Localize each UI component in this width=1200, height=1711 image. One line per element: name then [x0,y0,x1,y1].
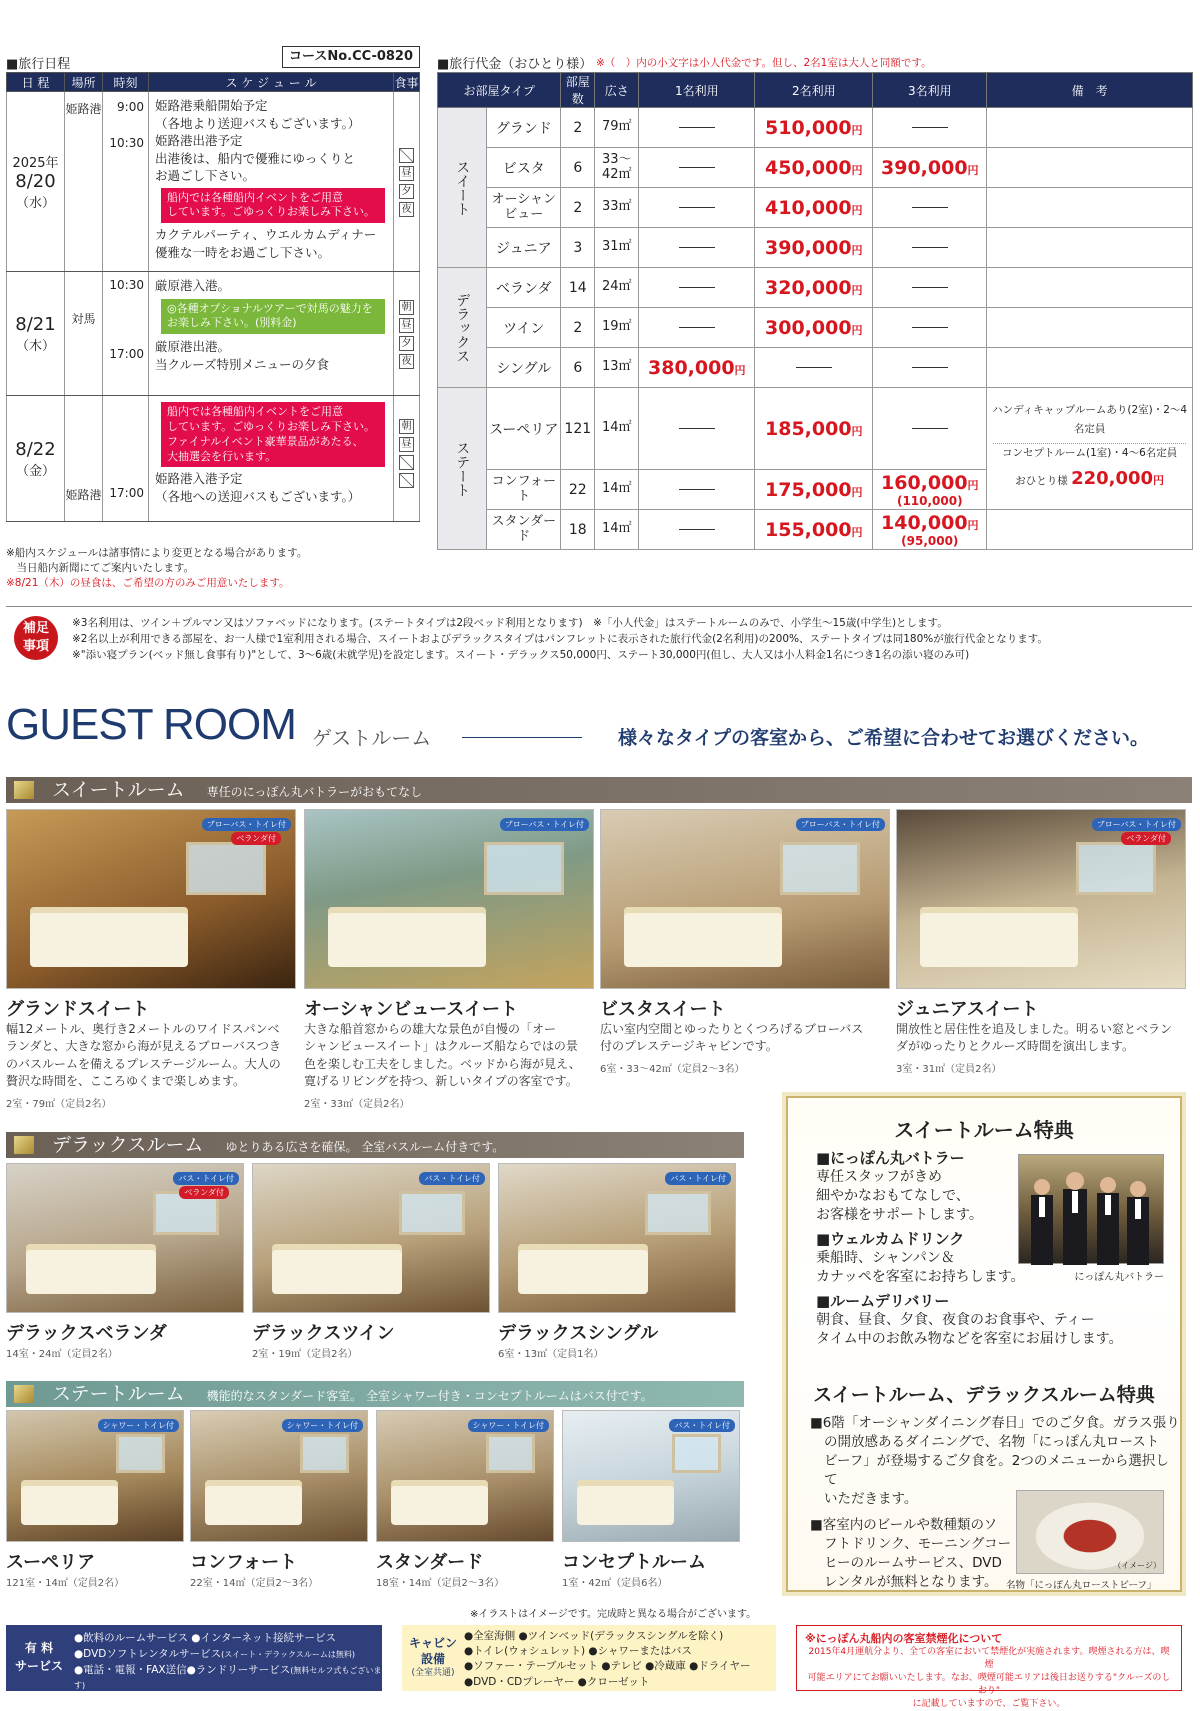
course-number: コースNo.CC-0820 [282,46,420,68]
day1-place: 姫路港 [65,102,102,116]
no-price-dash [679,247,715,248]
price-row [438,308,1193,348]
benefit-butler-text3: お客様をサポートします。 [816,1207,983,1224]
day2-s1: 厳原港入港。 [155,278,231,293]
feature-tag: バス・トイレ付 [665,1172,731,1185]
illustration-note: ※イラストはイメージです。完成時と異なる場合がございます。 [470,1609,757,1620]
room-type: ビスタ [487,148,561,188]
deluxe-info-1: 14室・24㎡（定員2名） [6,1349,118,1360]
day2-meal-dinner: 夕 [399,336,414,351]
suite-photo-1 [6,809,296,989]
butler-caption: にっぽん丸バトラー [1074,1272,1164,1283]
day1-date: 8/20 [15,171,56,192]
day3-dow: （金） [15,463,55,479]
suite-name-2: オーシャンビュースイート [304,999,519,1020]
day2-s2a: 厳原港出港。 [155,339,231,355]
cabin-line1: ●全室海側 ●ツインベッド(デラックスシングルを除く) [464,1630,724,1642]
no-price-dash [679,489,715,490]
itin-day2 [7,272,420,396]
price-h-remark: 備 考 [987,73,1193,108]
benefits-title-deluxe: スイートルーム、デラックスルーム特典 [813,1384,1155,1406]
no-smoking-line1: 2015年4月運航分より、全ての客室において禁煙化が実施されます。喫煙される方は、喫煙 [808,1647,1170,1671]
no-price-dash [679,529,715,530]
day1-s3a: カクテルパーティ、ウエルカムディナー [155,227,377,243]
day3-s1b: （各地への送迎バスもございます。） [155,488,361,504]
suite-name-3: ビスタスイート [600,999,726,1020]
deluxe-name-2: デラックスツイン [252,1323,395,1344]
price-remark-empty [987,268,1193,308]
day3-place: 姫路港 [65,488,102,502]
benefit-welcome-text1: 乗船時、シャンパン＆ [816,1250,955,1267]
no-price-dash [912,327,948,328]
cabin-line3: ●ソファー・テーブルセット ●テレビ ●冷蔵庫 ●ドライヤー [464,1660,751,1673]
itin-header-place: 場所 [65,73,103,92]
no-price-dash [912,367,948,368]
price-remark-empty [987,108,1193,148]
guest-room-line [462,737,582,738]
benefits-title-suite: スイートルーム特典 [894,1118,1074,1142]
day1-s2a: 姫路港出港予定 [155,133,243,148]
room-size: 14㎡ [595,388,639,470]
no-price-dash [912,127,948,128]
no-price-dash [679,167,715,168]
suite-desc-1: 幅12メートル、奥行き2メートルのワイドスパンベ ランダと、大きな窓から海が見えるブローバスつき のバスルームを備えるプレステージルーム。大人の 贅沢な時間を、こころゆくまで楽しめます。 [6,1022,281,1089]
room-type: ベランダ [487,268,561,308]
day3-meal-lunch: 昼 [399,437,414,452]
benefit-dinner-text4: いただきます。 [824,1490,918,1507]
state-section-bar: ステートルーム 機能的なスタンダード客室。 全室シャワー付き・コンセプトルームはバス付です。 [6,1381,744,1407]
suite-name-1: グランドスイート [6,999,150,1020]
feature-tag: シャワー・トイレ付 [98,1419,179,1432]
feature-tag: バス・トイレ付 [173,1172,239,1185]
cabin-title1: キャビン [408,1636,457,1650]
suite-info-4: 3室・31㎡（定員2名） [896,1064,1002,1075]
price-row [438,108,1193,148]
price-double: 320,000円 [765,276,863,299]
benefit-dinner-text2: の開放感あるダイニングで、名物「にっぽん丸ロースト [824,1433,1160,1450]
no-smoking-box [796,1625,1182,1710]
itinerary-table [6,72,420,522]
price-triple: 140,000円 [881,511,979,534]
day1-s1a: 姫路港乗船開始予定 [155,98,268,113]
feature-tag2: ベランダ付 [179,1186,229,1199]
paid-line3: ●電話・電報・FAX送信●ランドリーサービス(無料セルフ式もございます) [74,1663,382,1691]
paid-title2: サービス [14,1659,63,1673]
room-size: 31㎡ [595,228,639,268]
price-h-p2: 2名利用 [755,73,873,108]
price-remark-empty [987,148,1193,188]
state-info-3: 18室・14㎡（定員2～3名） [376,1578,505,1589]
guest-room-tagline: 様々なタイプの客室から、ご希望に合わせてお選びください。 [618,727,1150,749]
state-name-2: コンフォート [190,1552,298,1573]
feature-tag: ブローバス・トイレ付 [796,818,885,831]
benefit-room-service-text4: レンタルが無料となります。 [824,1574,998,1591]
benefit-butler-text1: 専任スタッフがきめ [816,1169,942,1186]
price-row [438,228,1193,268]
supplement-divider [6,606,1192,607]
supplement-badge: 補足 事項 [14,616,58,660]
itin-header-time: 時刻 [103,73,149,92]
no-price-dash [679,428,715,429]
state-info-2: 22室・14㎡（定員2～3名） [190,1578,319,1589]
room-size: 24㎡ [595,268,639,308]
suite-info-2: 2室・33㎡（定員2名） [304,1099,410,1110]
day2-s2b: 当クルーズ特別メニューの夕食 [155,356,330,372]
deluxe-info-3: 6室・13㎡（定員1名） [498,1349,604,1360]
day2-meal-lunch: 昼 [399,318,414,333]
day2-place: 対馬 [71,312,96,326]
suite-photo-3 [600,809,890,989]
price-double: 175,000円 [765,478,863,501]
benefit-delivery-heading: ■ルームデリバリー [816,1291,950,1310]
day3-meal-breakfast: 朝 [399,419,414,434]
benefit-room-service-text3: ヒーのルームサービス、DVD [824,1555,1002,1572]
room-type: シングル [487,348,561,388]
benefits-panel [786,1096,1182,1592]
room-count: 22 [561,470,595,510]
cabin-title3: (全室共通) [411,1668,455,1679]
price-row: コンフォート 22 14㎡ 175,000円 160,000円 (110,000) [438,470,1193,510]
state-photo-2 [190,1410,368,1542]
price-remark-empty [987,188,1193,228]
paid-title1: 有 料 [24,1641,54,1655]
guest-room-kana: ゲストルーム [312,726,432,750]
no-smoking-title: ※にっぽん丸船内の客室禁煙化について [805,1632,1003,1645]
room-type: スーペリア [487,388,561,470]
price-h-p3: 3名利用 [873,73,987,108]
no-price-dash [796,367,832,368]
no-smoking-line3: に記載していますので、ご覧下さい。 [912,1699,1066,1710]
feature-tag: ブローバス・トイレ付 [202,818,291,831]
benefit-room-service-text2: フトドリンク、モーニングコー [824,1536,1012,1553]
price-row [438,148,1193,188]
price-row [438,348,1193,388]
day2-option-box: ◎各種オプショナルツアーで対馬の魅力を お楽しみ下さい。(別料金) [161,299,385,335]
feature-tag2: ベランダ付 [231,832,281,845]
price-row [438,268,1193,308]
no-price-dash [912,428,948,429]
feature-tag: バス・トイレ付 [419,1172,485,1185]
price-table [437,72,1193,550]
price-remark-empty [987,510,1193,550]
price-h-type: お部屋タイプ [438,73,561,108]
day3-time1: 17:00 [109,486,144,500]
deluxe-name-1: デラックスベランダ [6,1323,167,1344]
feature-tag: ブローバス・トイレ付 [500,818,589,831]
butler-photo [1018,1154,1164,1264]
price-triple: 390,000円 [881,156,979,179]
no-price-dash [912,207,948,208]
day1-dow: （水） [15,196,55,211]
room-count: 18 [561,510,595,550]
room-count: 3 [561,228,595,268]
feature-tag2: ベランダ付 [1121,832,1171,845]
state-photo-4 [562,1410,740,1542]
room-count: 2 [561,188,595,228]
price-remark-empty [987,228,1193,268]
deluxe-photo-3 [498,1163,736,1313]
cabin-line2: ●トイレ(ウォシュレット) ●シャワーまたはバス [464,1645,692,1658]
room-size: 33㎡ [595,188,639,228]
benefit-dinner-text1: ■6階「オーシャンダイニング春日」でのご夕食。ガラス張り [810,1415,1180,1431]
itinerary-heading: ■旅行日程 [6,57,71,72]
day2-date: 8/21 [15,313,56,335]
room-count: 6 [561,148,595,188]
itin-header-schedule: ス ケ ジ ュ ー ル [149,73,394,92]
room-count: 6 [561,348,595,388]
price-row: スタンダード 18 14㎡ 155,000円 140,000円 (95,000) [438,510,1193,550]
room-type: ジュニア [487,228,561,268]
room-type: コンフォート [487,470,561,510]
room-size: 13㎡ [595,348,639,388]
suite-photo-2 [304,809,594,989]
room-size: 33～42㎡ [595,148,639,188]
state-photo-3 [376,1410,554,1542]
price-double: 410,000円 [765,196,863,219]
room-type: グランド [487,108,561,148]
deluxe-photo-2 [252,1163,490,1313]
room-count: 2 [561,108,595,148]
meal-none-icon [399,455,414,470]
price-double: 300,000円 [765,316,863,339]
deluxe-name-3: デラックスシングル [498,1323,659,1344]
suite-desc-3: 広い室内空間とゆったりとくつろげるブローバス 付のプレステージキャビンです。 [600,1022,864,1054]
room-type: オーシャンビュー [487,188,561,228]
room-count: 2 [561,308,595,348]
state-photo-1 [6,1410,184,1542]
meal-none-icon [399,473,414,488]
paid-line2: ●DVDソフトレンタルサービス(スイート・デラックスルームは無料) [74,1647,355,1660]
deluxe-section-bar: デラックスルーム ゆとりある広さを確保。 全室バスルーム付きです。 [6,1132,744,1158]
day3-date: 8/22 [15,438,56,460]
no-smoking-line2: 可能エリアにてお願いいたします。なお、喫煙可能エリアは後日お送りする"クルーズのしおり" [807,1673,1171,1697]
itin-header-date: 日 程 [7,73,65,92]
feature-tag: バス・トイレ付 [669,1419,735,1432]
suite-section-bar: スイートルーム 専任のにっぽん丸バトラーがおもてなし [6,777,1192,803]
day2-time2: 17:00 [109,347,144,361]
price-subnote: ※（ ）内の小文字は小人代金です。但し、2名1室は大人と同額です。 [596,57,932,69]
day2-meal-night: 夜 [399,354,414,369]
suite-desc-2: 大きな船首窓からの雄大な景色が自慢の「オー シャンビュースイート」はクルーズ船ならではの景 色を楽しむ工夫をしました。ベッドから海が見え、 寛げるリビングを持つ、新しいタイプの客室です。 [304,1022,581,1089]
butler-figures-icon [1019,1155,1165,1265]
day1-time2: 10:30 [109,136,144,150]
price-row [438,388,1193,470]
day1-meal-dinner: 夕 [399,184,414,199]
no-price-dash [679,287,715,288]
day2-dow: （木） [15,338,55,354]
day3-event-box: 船内では各種船内イベントをご用意 しています。ごゆっくりお楽しみ下さい。 ファイナルイベント豪華景品があたる、 大抽選会を行います。 [161,402,385,467]
itin-day3 [7,396,420,522]
beef-caption: 名物「にっぽん丸ローストビーフ」 [1006,1580,1157,1591]
state-name-3: スタンダード [376,1552,484,1573]
cat-suite: スイート [438,108,487,268]
room-size: 14㎡ [595,470,639,510]
guest-room-title: GUEST ROOM [6,700,296,749]
price-double: 155,000円 [765,518,863,541]
room-count: 14 [561,268,595,308]
paid-line1: ●飲料のルームサービス ●インターネット接続サービス [74,1632,337,1644]
price-remark-empty [987,348,1193,388]
supplement-notes: ※3名利用は、ツイン＋プルマン又はソファベッドになります。(ステートタイプは2段ベッド利用となります) ※「小人代金」はステートルームのみで、小学生～15歳(中学生)とします。 ※2名以上が利用できる部屋を、お一人様で1室利用される場合、スイートおよびデラックスタイプはパンフレットに表示された旅行代金(2名利用)の200%、ステートタイプは同180%が旅行代金となります。 ※"添い寝プラン(ベッド無し食事有り)"として、3～6歳(未就学児)を設定します。スイート・デラックス50,000円、ステート30,000円(但し、大人又は小人料金1名につき1名の添い寝のみ可) [72,617,1048,661]
itin-day1 [7,92,420,272]
price-h-size: 広さ [595,73,639,108]
benefit-butler-heading: ■にっぽん丸バトラー [816,1149,965,1167]
price-h-rooms: 部屋数 [561,73,595,108]
price-h-p1: 1名利用 [639,73,755,108]
feature-tag: シャワー・トイレ付 [282,1419,363,1432]
day1-time1: 9:00 [117,100,144,114]
benefit-room-service-text1: ■客室内のビールや数種類のソ [810,1517,998,1534]
deluxe-info-2: 2室・19㎡（定員2名） [252,1349,358,1360]
benefit-welcome-heading: ■ウェルカムドリンク [816,1229,965,1248]
room-size: 19㎡ [595,308,639,348]
suite-desc-4: 開放性と居住性を追及しました。明るい窓とベラン ダがゆったりとクルーズ時間を演出します。 [896,1022,1173,1054]
benefit-dinner-text3: ビーフ」が登場するご夕食を。2つのメニューから選択して [824,1452,1169,1488]
cabin-facilities-box [402,1625,776,1691]
room-count: 121 [561,388,595,470]
day1-meal-night: 夜 [399,202,414,217]
benefit-delivery-text2: タイム中のお飲み物などを客室にお届けします。 [816,1331,1123,1348]
benefit-delivery-text1: 朝食、昼食、夕食、夜食のお食事や、ティー [816,1312,1095,1329]
suite-info-1: 2室・79㎡（定員2名） [6,1099,112,1110]
day1-s2b: 出港後は、船内で優雅にゆっくりと [155,150,355,166]
room-size: 14㎡ [595,510,639,550]
cabin-line4: ●DVD・CDプレーヤー ●クローゼット [464,1675,650,1688]
itinerary-notes: ※船内スケジュールは諸事情により変更となる場合があります。 当日船内新聞にてご案内いたします。 ※8/21（木）の昼食は、ご希望の方のみご用意いたします。 [6,547,308,590]
price-triple: 160,000円 [881,471,979,494]
itin-header-meal: 食事 [394,73,420,92]
room-type: スタンダード [487,510,561,550]
day3-s1a: 姫路港入港予定 [155,471,243,487]
price-double: 450,000円 [765,156,863,179]
suite-photo-4 [896,809,1186,989]
price-double: 390,000円 [765,236,863,259]
no-price-dash [912,247,948,248]
room-type: ツイン [487,308,561,348]
day1-s3b: 優雅な一時をお過ごし下さい。 [155,244,331,260]
deluxe-photo-1 [6,1163,244,1313]
day1-meal-lunch: 昼 [399,166,414,181]
benefit-welcome-text2: カナッペを客室にお持ちします。 [816,1269,1025,1286]
price-remark: ハンディキャップルームあり(2室)・2～4名定員 コンセプトルーム(1室)・4～6名定員 おひとり様 220,000円 [987,388,1193,510]
room-size: 79㎡ [595,108,639,148]
paid-services-box [6,1625,382,1691]
state-info-4: 1室・42㎡（定員6名） [562,1578,668,1589]
day1-event-box: 船内では各種船内イベントをご用意 しています。ごゆっくりお楽しみ下さい。 [161,188,385,224]
price-remark-empty [987,308,1193,348]
day1-s2c: お過ごし下さい。 [155,168,256,183]
state-name-1: スーペリア [6,1552,96,1573]
benefit-butler-text2: 細やかなおもてなしで、 [816,1188,970,1205]
day2-time1: 10:30 [109,278,144,292]
feature-tag: シャワー・トイレ付 [468,1419,549,1432]
cat-state: ステート [438,388,487,550]
beef-image-label: （イメージ） [1113,1561,1161,1570]
no-price-dash [679,127,715,128]
day1-year: 2025年 [12,156,59,171]
no-price-dash [679,207,715,208]
price-single: 380,000円 [648,356,746,379]
price-double: 510,000円 [765,116,863,139]
price-double: 185,000円 [765,417,863,440]
price-heading: ■旅行代金（おひとり様） [437,57,593,72]
suite-name-4: ジュニアスイート [896,999,1039,1020]
state-name-4: コンセプトルーム [562,1552,706,1573]
meal-none-icon [399,148,414,163]
day1-s1b: （各地より送迎バスもございます。） [155,115,361,131]
day2-meal-breakfast: 朝 [399,300,414,315]
roast-beef-photo [1016,1490,1164,1574]
feature-tag: ブローバス・トイレ付 [1092,818,1181,831]
state-info-1: 121室・14㎡（定員2名） [6,1578,125,1589]
price-row [438,188,1193,228]
no-price-dash [679,327,715,328]
suite-info-3: 6室・33～42㎡（定員2～3名） [600,1064,745,1075]
cat-deluxe: デラックス [438,268,487,388]
no-price-dash [912,287,948,288]
cabin-title2: 設備 [420,1652,445,1667]
